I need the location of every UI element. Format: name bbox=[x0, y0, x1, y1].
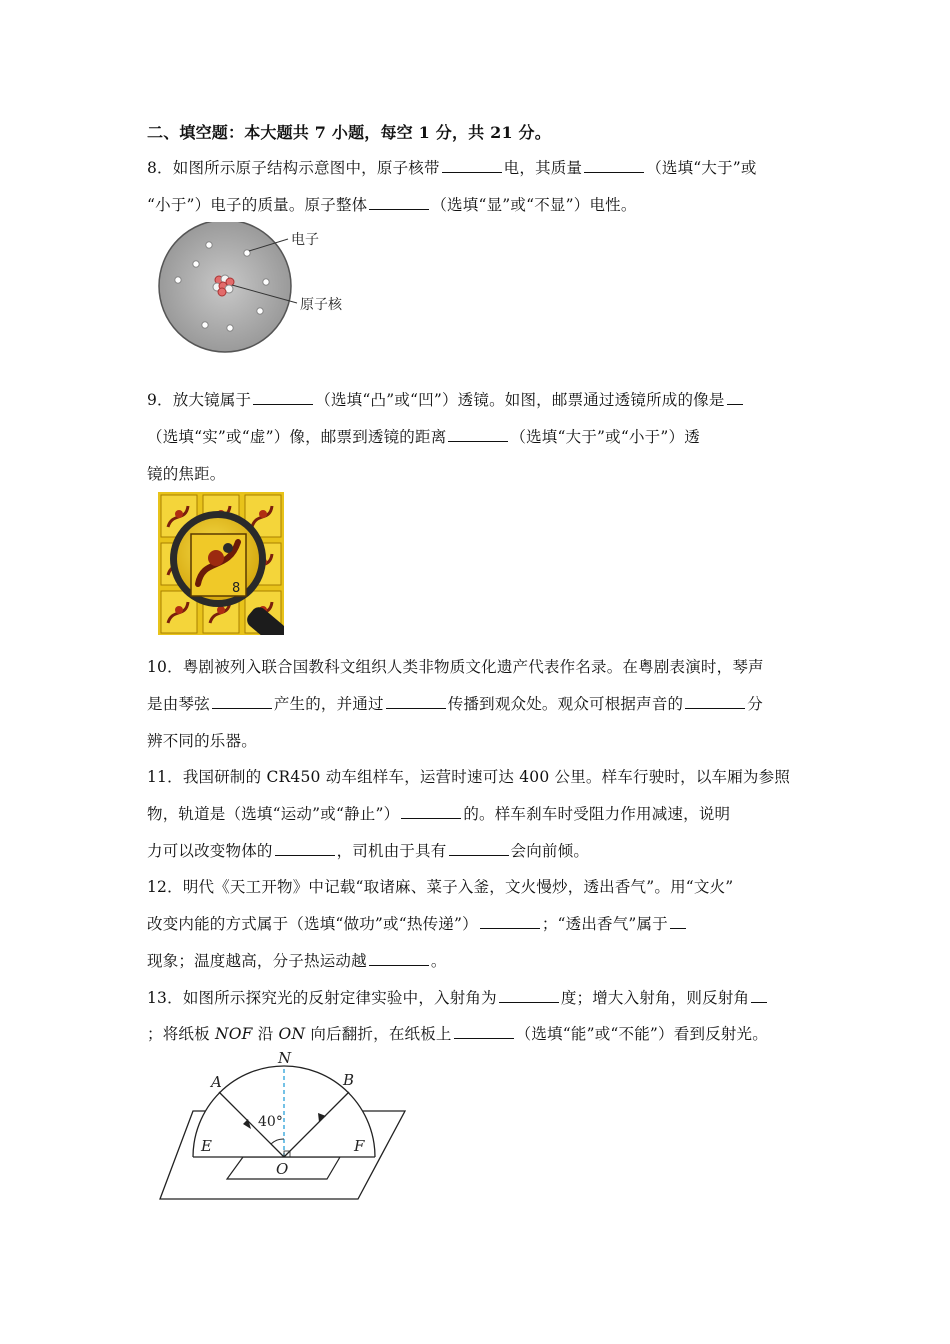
q11-line-2: 物，轨道是（选填“运动”或“静止”） 的。样车刹车时受阻力作用减速，说明 bbox=[147, 802, 730, 824]
answer-blank[interactable] bbox=[386, 693, 446, 710]
answer-blank[interactable] bbox=[499, 987, 559, 1004]
q8-line-2: “小于”）电子的质量。原子整体 （选填“显”或“不显”）电性。 bbox=[147, 193, 637, 215]
label-F: F bbox=[354, 1137, 365, 1155]
answer-blank[interactable] bbox=[253, 389, 313, 406]
q8-line-1: 8．如图所示原子结构示意图中，原子核带 电，其质量 （选填“大于”或 bbox=[147, 156, 757, 178]
answer-blank[interactable] bbox=[480, 913, 540, 930]
answer-blank[interactable] bbox=[442, 157, 502, 174]
label-O: O bbox=[276, 1160, 289, 1178]
magnifier-stamp-photo bbox=[158, 492, 284, 635]
q10-line-3: 辨不同的乐器。 bbox=[147, 732, 257, 750]
q9-line-3: 镜的焦距。 bbox=[147, 465, 226, 483]
stamp-value: 8 bbox=[232, 581, 241, 596]
electron-label: 电子 bbox=[291, 232, 319, 248]
q13-line-1: 13．如图所示探究光的反射定律实验中，入射角为 度；增大入射角，则反射角 bbox=[147, 986, 769, 1008]
label-A: A bbox=[211, 1073, 222, 1091]
answer-blank[interactable] bbox=[369, 950, 429, 967]
angle-label: 40° bbox=[258, 1114, 283, 1130]
answer-blank[interactable] bbox=[685, 693, 745, 710]
q12-line-3: 现象；温度越高，分子热运动越 。 bbox=[147, 949, 447, 971]
answer-blank[interactable] bbox=[727, 389, 743, 406]
answer-blank[interactable] bbox=[454, 1023, 514, 1040]
answer-blank[interactable] bbox=[369, 194, 429, 211]
q11-line-1: 11．我国研制的 CR450 动车组样车，运营时速可达 400 公里。样车行驶时，以车厢为参照 bbox=[147, 768, 791, 786]
answer-blank[interactable] bbox=[401, 803, 461, 820]
q9-line-2: （选填“实”或“虚”）像，邮票到透镜的距离 （选填“大于”或“小于”）透 bbox=[147, 425, 700, 447]
q12-line-2: 改变内能的方式属于（选填“做功”或“热传递”） ；“透出香气”属于 bbox=[147, 912, 688, 934]
atom-structure-figure bbox=[150, 222, 370, 357]
q11-line-3: 力可以改变物体的 ，司机由于具有 会向前倾。 bbox=[147, 839, 589, 861]
q10-line-2: 是由琴弦 产生的，并通过 传播到观众处。观众可根据声音的 分 bbox=[147, 692, 763, 714]
section-title: 二、填空题：本大题共 7 小题，每空 1 分，共 21 分。 bbox=[147, 123, 551, 142]
answer-blank[interactable] bbox=[584, 157, 644, 174]
label-E: E bbox=[201, 1137, 212, 1155]
answer-blank[interactable] bbox=[449, 840, 509, 857]
answer-blank[interactable] bbox=[670, 913, 686, 930]
label-N: N bbox=[278, 1050, 292, 1067]
nucleus-label: 原子核 bbox=[300, 297, 342, 313]
label-B: B bbox=[343, 1071, 355, 1089]
answer-blank[interactable] bbox=[448, 426, 508, 443]
light-reflection-figure bbox=[155, 1050, 415, 1206]
answer-blank[interactable] bbox=[212, 693, 272, 710]
q10-line-1: 10．粤剧被列入联合国教科文组织人类非物质文化遗产代表作名录。在粤剧表演时，琴声 bbox=[147, 658, 764, 676]
answer-blank[interactable] bbox=[751, 987, 767, 1004]
q9-line-1: 9．放大镜属于 （选填“凸”或“凹”）透镜。如图，邮票通过透镜所成的像是 bbox=[147, 388, 745, 410]
q13-line-2: ；将纸板 NOF 沿 ON 向后翻折，在纸板上 （选填“能”或“不能”）看到反射光。 bbox=[147, 1022, 768, 1044]
answer-blank[interactable] bbox=[275, 840, 335, 857]
q12-line-1: 12．明代《天工开物》中记载“取诸麻、菜子入釜，文火慢炒，透出香气”。用“文火” bbox=[147, 878, 734, 896]
